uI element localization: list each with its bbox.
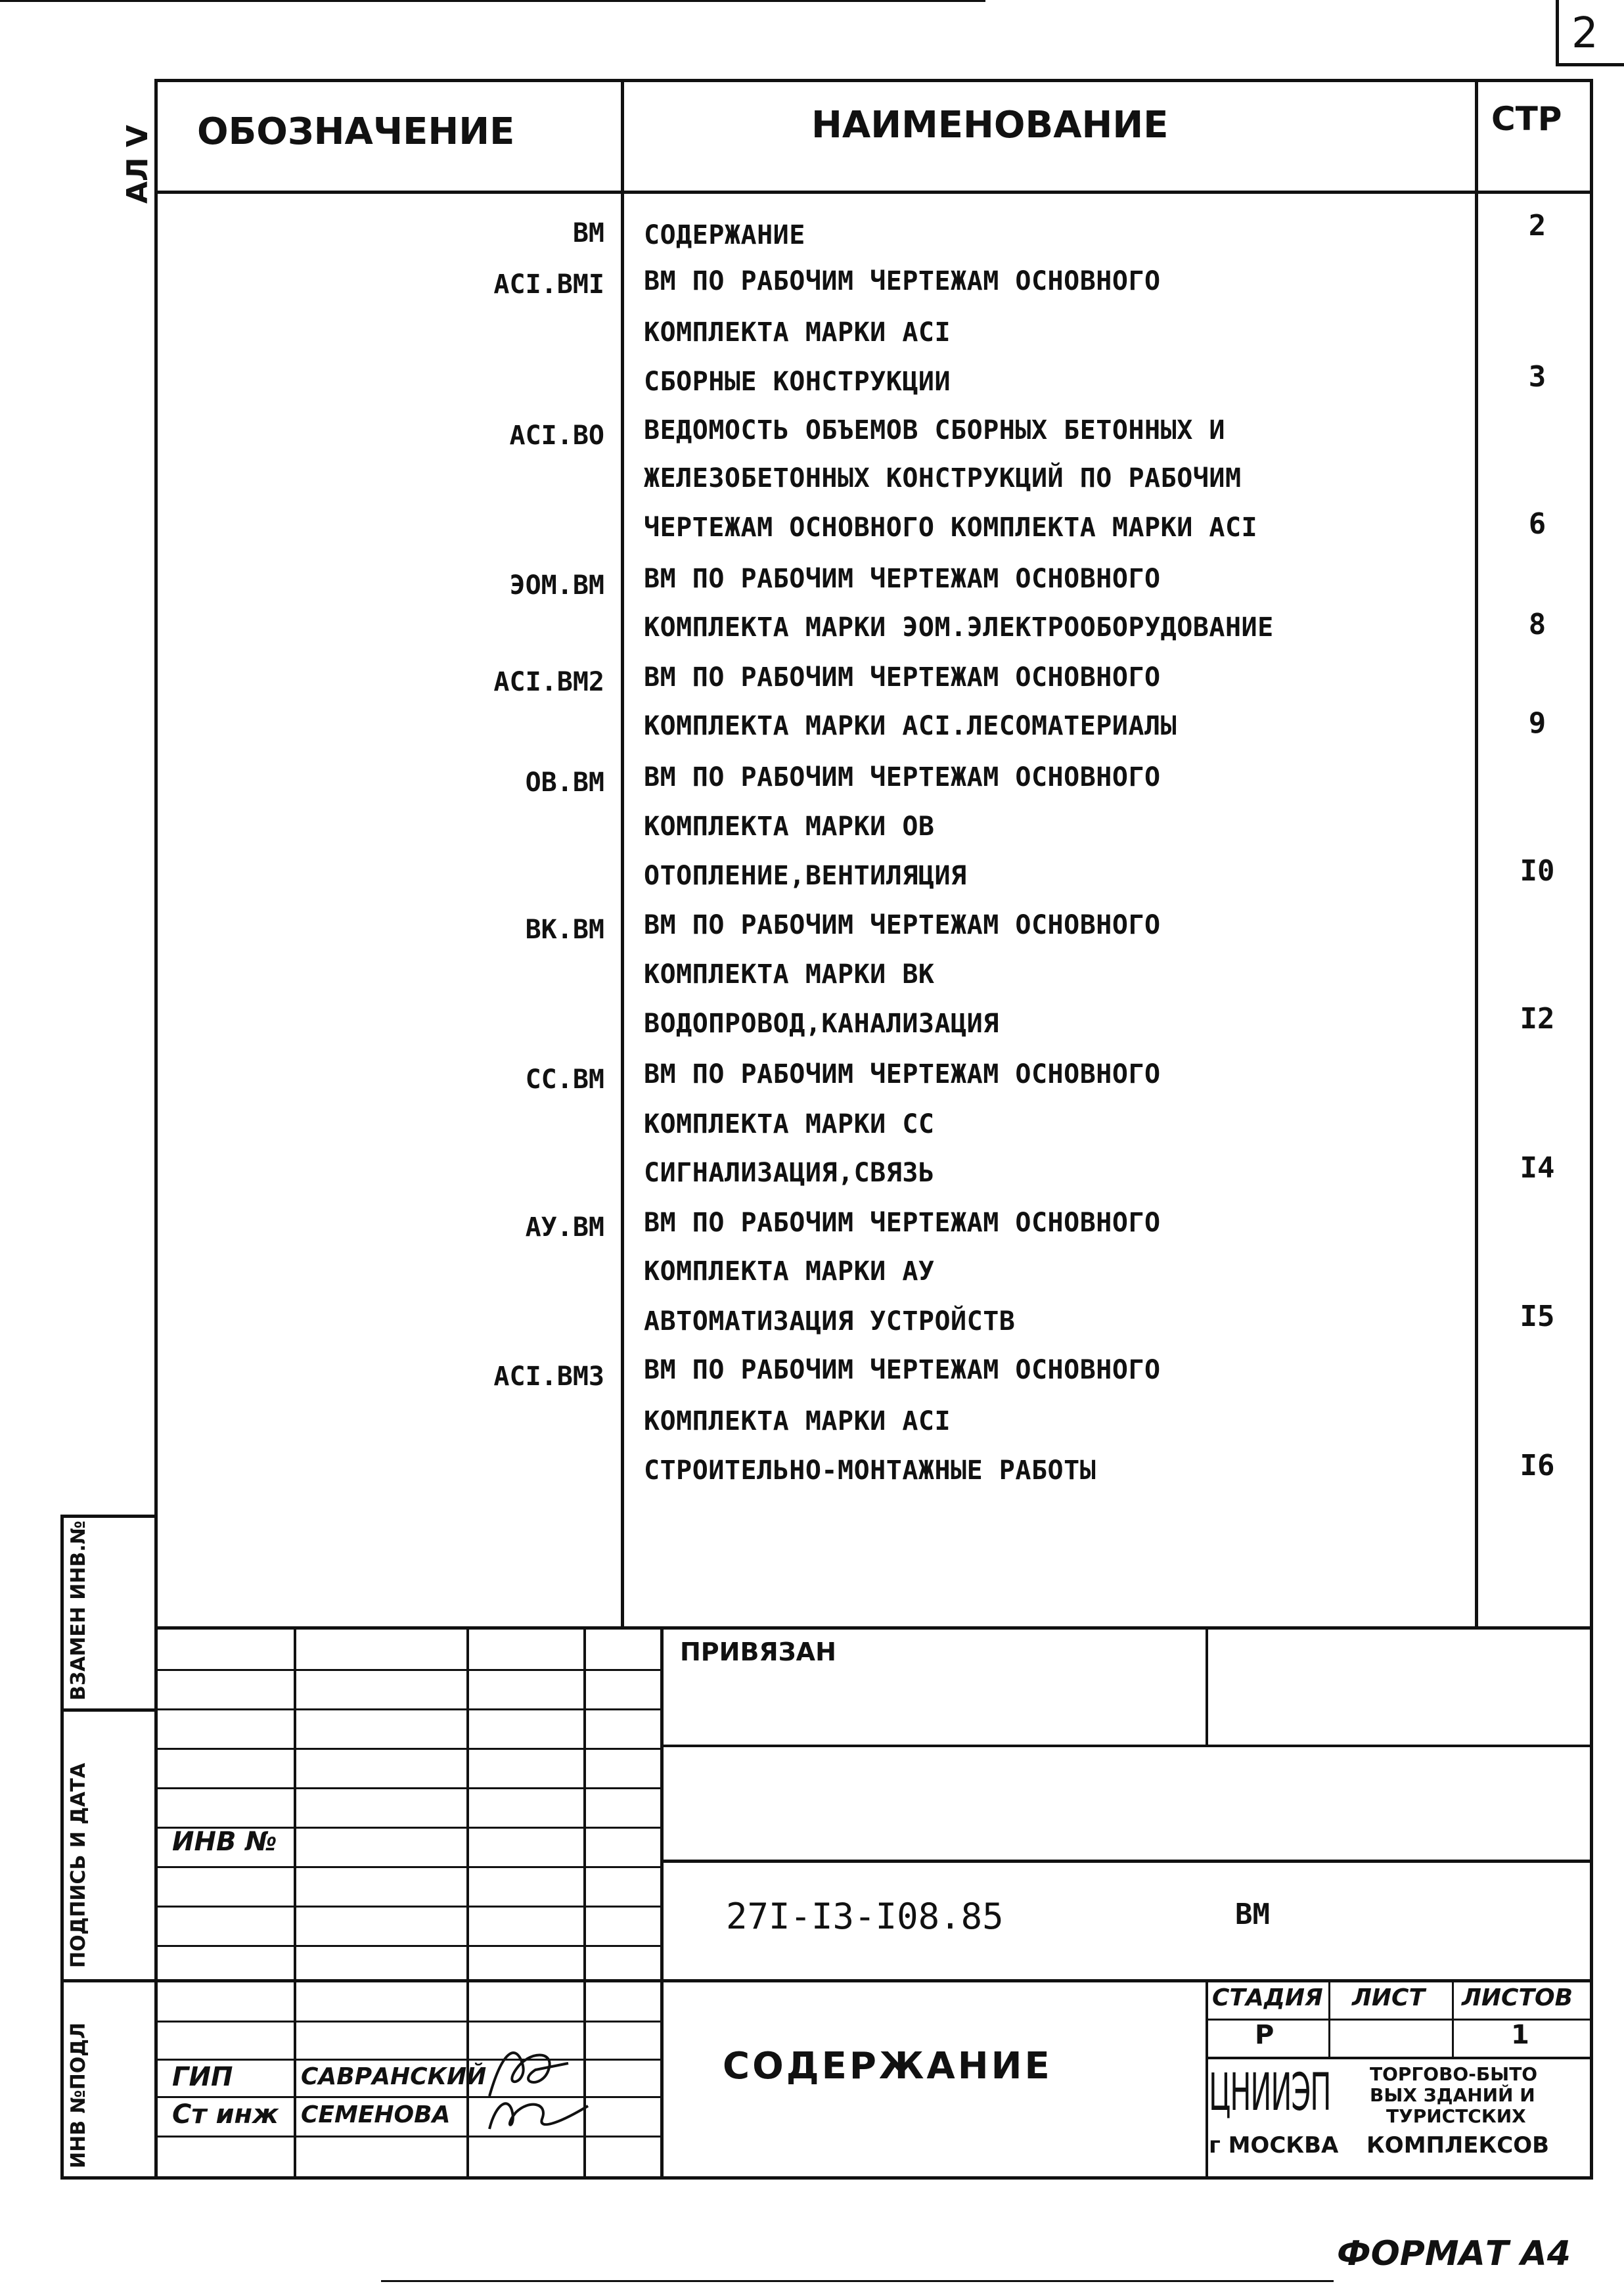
- signature-eng: [476, 2090, 595, 2136]
- replaced-inv-label: ВЗАМЕН ИНВ.№: [67, 1520, 90, 1701]
- organization-city: г МОСКВА: [1209, 2132, 1339, 2159]
- column-header-code: ОБОЗНАЧЕНИЕ: [197, 110, 515, 153]
- organization-line-3: ТУРИСТСКИХ: [1386, 2105, 1526, 2127]
- signer-name: СЕМЕНОВА: [301, 2101, 451, 2128]
- column-header-page: СТР: [1491, 100, 1562, 138]
- inv-label: ИНВ №: [172, 1827, 277, 1857]
- document-mark: ВМ: [1235, 1898, 1270, 1931]
- side-mark: АЛ V: [121, 125, 154, 204]
- signer-name: САВРАНСКИЙ: [301, 2063, 487, 2090]
- organization-line-4: КОМПЛЕКСОВ: [1366, 2132, 1550, 2159]
- inv-orig-label: ИНВ №ПОДЛ: [67, 2023, 90, 2168]
- organization-line-2: ВЫХ ЗДАНИЙ И: [1370, 2084, 1535, 2106]
- sheet-number: 2: [1571, 9, 1598, 58]
- organization-logo: ЦНИИЭП: [1209, 2063, 1331, 2122]
- organization-line-1: ТОРГОВО-БЫТО: [1370, 2063, 1538, 2085]
- stage-value: Р: [1255, 2020, 1274, 2050]
- sign-date-label: ПОДПИСЬ И ДАТА: [67, 1762, 90, 1968]
- signer-role: ГИП: [172, 2062, 233, 2092]
- format-label: ФОРМАТ А4: [1337, 2234, 1571, 2274]
- sheets-label: ЛИСТОВ: [1462, 1984, 1573, 2011]
- sheet-title: СОДЕРЖАНИЕ: [723, 2045, 1052, 2088]
- stage-label: СТАДИЯ: [1212, 1984, 1323, 2011]
- sheets-value: 1: [1511, 2020, 1529, 2050]
- sheet-label: ЛИСТ: [1352, 1984, 1426, 2011]
- column-header-name: НАИМЕНОВАНИЕ: [811, 104, 1169, 147]
- bound-label: ПРИВЯЗАН: [680, 1637, 836, 1666]
- signer-role: Ст инж: [172, 2099, 279, 2130]
- document-code: 27I-I3-I08.85: [726, 1896, 1004, 1937]
